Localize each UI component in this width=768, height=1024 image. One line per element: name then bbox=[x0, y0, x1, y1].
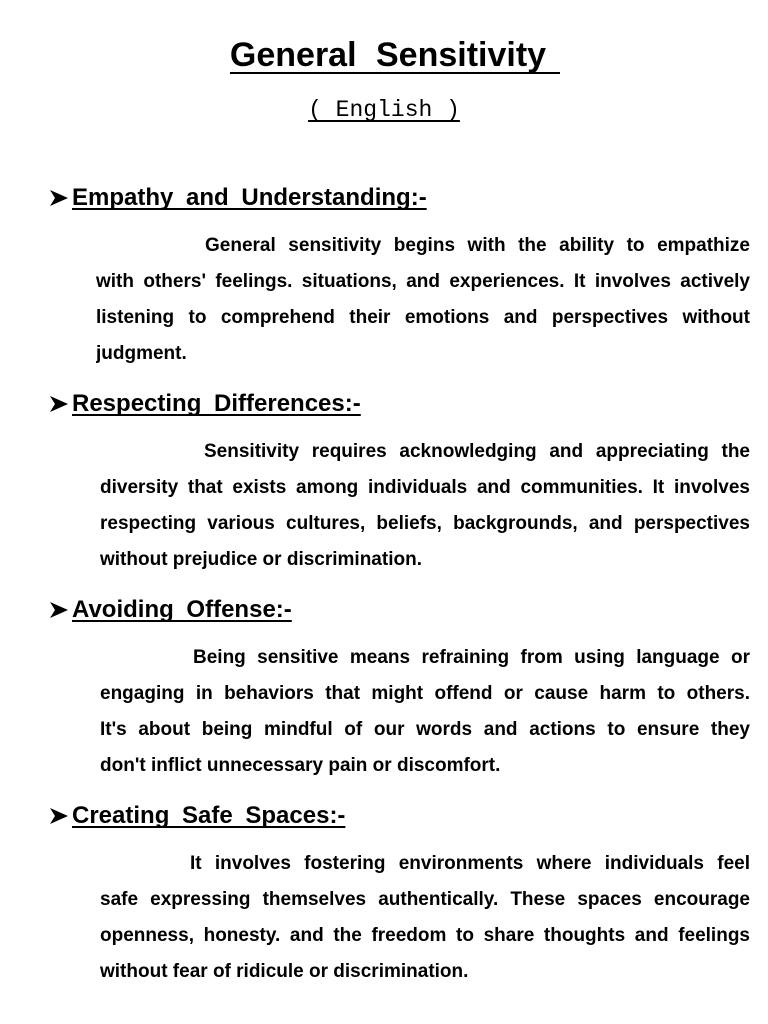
paragraph-line: Being sensitive means refraining from using language or bbox=[193, 647, 750, 668]
page-subtitle: ( English ) bbox=[308, 97, 460, 123]
paragraph-line: It's about being mindful of our words and actions to ensure they bbox=[100, 719, 750, 740]
page-title: General Sensitivity bbox=[230, 38, 560, 74]
paragraph-line: diversity that exists among individuals and communities. It involves bbox=[100, 477, 750, 498]
arrow-bullet-icon bbox=[50, 190, 68, 206]
paragraph-line: openness, honesty. and the freedom to share thoughts and feelings bbox=[100, 925, 750, 946]
section-creating-safe-spaces bbox=[0, 798, 768, 990]
paragraph-line: with others' feelings. situations, and experiences. It involves actively bbox=[96, 271, 750, 292]
title-row bbox=[0, 38, 768, 74]
section-paragraph bbox=[100, 640, 750, 784]
paragraph-line: It involves fostering environments where individuals feel bbox=[190, 853, 750, 874]
section-heading-row bbox=[0, 592, 768, 628]
section-avoiding-offense bbox=[0, 592, 768, 784]
paragraph-line: respecting various cultures, beliefs, backgrounds, and perspectives bbox=[100, 513, 750, 534]
section-paragraph bbox=[96, 228, 750, 372]
section-respecting-differences bbox=[0, 386, 768, 578]
section-heading: Avoiding Offense:- bbox=[72, 596, 292, 623]
section-heading-row bbox=[0, 798, 768, 834]
arrow-bullet-icon bbox=[50, 602, 68, 618]
section-paragraph bbox=[100, 434, 750, 578]
paragraph-line: engaging in behaviors that might offend or cause harm to others. bbox=[100, 683, 750, 704]
arrow-bullet-icon bbox=[50, 396, 68, 412]
section-paragraph bbox=[100, 846, 750, 990]
arrow-bullet-icon bbox=[50, 808, 68, 824]
paragraph-line: General sensitivity begins with the ability to empathize bbox=[205, 235, 750, 256]
section-empathy-and-understanding bbox=[0, 180, 768, 372]
paragraph-line: safe expressing themselves authentically. These spaces encourage bbox=[100, 889, 750, 910]
paragraph-line: judgment. bbox=[96, 343, 187, 364]
section-heading-row bbox=[0, 386, 768, 422]
section-heading: Creating Safe Spaces:- bbox=[72, 802, 346, 829]
section-heading-row bbox=[0, 180, 768, 216]
document-body bbox=[0, 180, 768, 990]
subtitle-row bbox=[0, 95, 768, 125]
section-heading: Empathy and Understanding:- bbox=[72, 184, 427, 211]
section-heading: Respecting Differences:- bbox=[72, 390, 361, 417]
paragraph-line: Sensitivity requires acknowledging and appreciating the bbox=[204, 441, 750, 462]
paragraph-line: without prejudice or discrimination. bbox=[100, 549, 422, 570]
paragraph-line: listening to comprehend their emotions and perspectives without bbox=[96, 307, 750, 328]
paragraph-line: without fear of ridicule or discrimination. bbox=[100, 961, 469, 982]
paragraph-line: don't inflict unnecessary pain or discomfort. bbox=[100, 755, 501, 776]
